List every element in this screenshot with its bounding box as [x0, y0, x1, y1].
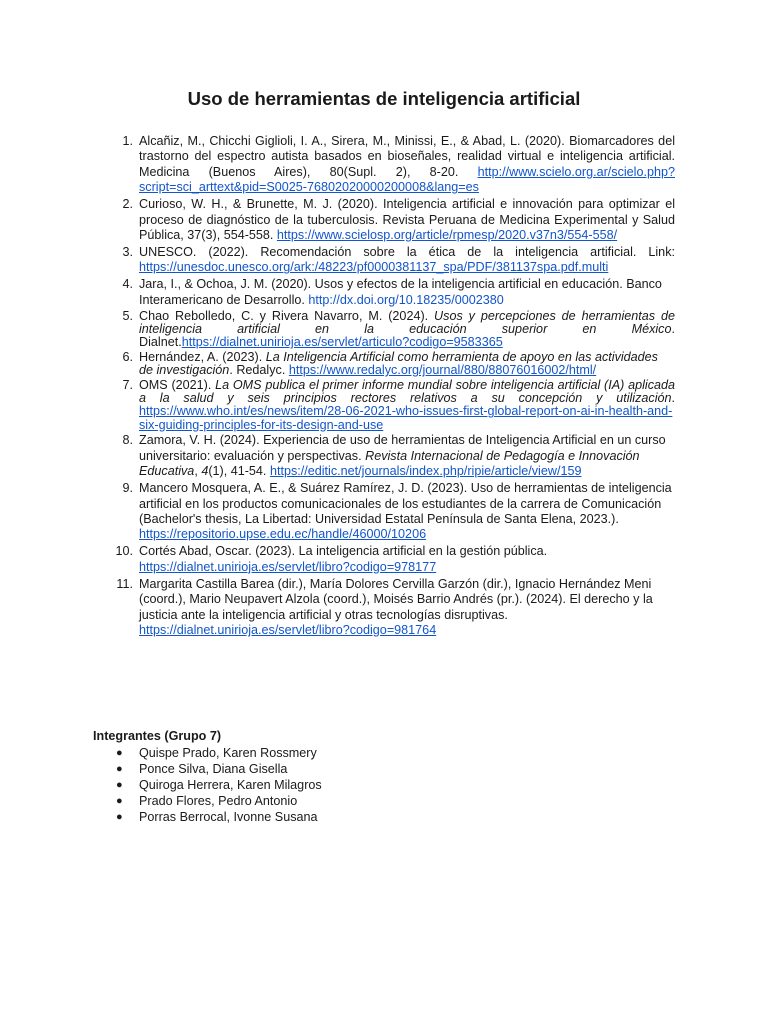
- reference-link[interactable]: http://dx.doi.org/10.18235/0002380: [308, 292, 504, 307]
- reference-text: UNESCO. (2022). Recomendación sobre la ética de la inteligencia artificial. Link:: [139, 245, 675, 260]
- reference-title: La OMS publica el primer informe mundial sobre inteligencia artificial (IA) aplicada a la salud y seis principios rectores relativos a su concepción y utilización: [139, 378, 676, 406]
- reference-text: Curioso, W. H., & Brunette, M. J. (2020). Inteligencia artificial e innovación para optimizar el proceso de diagnóstico de la tuberculosis. Revista Peruana de Medicina Experimental y Salud Pública, 37(3), 554-558.: [139, 197, 675, 243]
- reference-number: 11.: [116, 576, 133, 591]
- reference-text: Zamora, V. H. (2024). Experiencia de uso de herramientas de Inteligencia Artificial en un curso universitario: evaluación y perspectivas.: [139, 433, 666, 463]
- reference-item-7: [93, 379, 675, 432]
- member-name: Porras Berrocal, Ivonne Susana: [139, 810, 318, 824]
- member-item: [93, 761, 322, 777]
- reference-item-10: [93, 544, 675, 575]
- reference-item-9: [93, 481, 675, 543]
- reference-number: 10.: [115, 544, 133, 559]
- member-item: [93, 745, 322, 761]
- reference-text: , M. (2024).: [358, 308, 435, 323]
- reference-link[interactable]: https://unesdoc.unesco.org/ark:/48223/pf0000381137_spa/PDF/381137spa.pdf.multi: [139, 260, 609, 275]
- reference-title-rest: de herramientas de inteligencia artificial en la educación superior en México: [139, 308, 675, 337]
- bullet-icon: ●: [116, 795, 123, 807]
- reference-link[interactable]: https://dialnet.unirioja.es/servlet/libro?codigo=981764: [139, 623, 437, 638]
- reference-text: Alcañiz, M., Chicchi Giglioli, I. A., Sirera, M., Minissi, E., & Abad, L. (2020). Biomarcadores del trastorno del espectro autista basados en bioseñales, realidad virtual e inteligencia artificial. Medicina (Buenos Aires), 80(Supl. 2), 8-20.: [139, 134, 675, 179]
- reference-item-6: [93, 351, 675, 377]
- reference-item-8: [93, 433, 675, 479]
- bullet-icon: ●: [116, 811, 123, 823]
- reference-title: La Inteligencia Artificial como herramienta de apoyo en las actividades de investigación: [139, 350, 658, 378]
- reference-source: . Redalyc.: [229, 363, 289, 378]
- reference-link[interactable]: https://dialnet.unirioja.es/servlet/articulo?codigo=9583365: [181, 335, 503, 350]
- member-item: [93, 793, 322, 809]
- reference-text: , C. y: [231, 308, 272, 323]
- reference-item-1: [93, 134, 675, 196]
- reference-number: 8.: [122, 433, 133, 448]
- bullet-icon: ●: [116, 763, 123, 775]
- reference-number: 7.: [122, 378, 133, 393]
- reference-text: Margarita Castilla Barea (dir.), María Dolores Cervilla Garzón (dir.), Ignacio Hernández Meni (coord.), Mario Neupavert Alzola (coord.), Moisés Barrio Andrés (pr.). (2024). El derecho y la justicia ante la inteligencia artificial y otras tecnologías disruptivas.: [139, 576, 653, 622]
- reference-link[interactable]: https://www.redalyc.org/journal/880/88076016002/html/: [288, 363, 597, 378]
- reference-volume: 4: [201, 464, 209, 479]
- reference-number: 2.: [122, 197, 133, 212]
- page-title: Uso de herramientas de inteligencia artificial: [187, 88, 581, 109]
- reference-link[interactable]: https://www.scielosp.org/article/rpmesp/2020.v37n3/554-558/: [276, 228, 618, 243]
- member-item: [93, 777, 322, 793]
- members-heading: Integrantes (Grupo 7): [93, 729, 222, 743]
- reference-text: OMS (2021).: [139, 378, 216, 393]
- reference-link[interactable]: https://www.who.int/es/news/item/28-06-2021-who-issues-first-global-report-on-ai-in-health-and-six-guiding-principles-for-its-design-and-use: [139, 404, 673, 432]
- reference-item-5: [93, 310, 675, 350]
- reference-link[interactable]: https://dialnet.unirioja.es/servlet/libro?codigo=978177: [139, 559, 437, 574]
- reference-link[interactable]: http://www.scielo.org.ar/scielo.php?script=sci_arttext&pid=S0025-76802020000200008&lang=es: [139, 164, 675, 195]
- reference-title: Usos y percepciones: [434, 308, 556, 323]
- reference-item-2: [93, 197, 675, 243]
- reference-text: Jara, I., & Ochoa, J. M. (2020). Usos y efectos de la inteligencia artificial en educación. Banco Interamericano de Desarrollo.: [139, 277, 662, 307]
- member-name: Quispe Prado, Karen Rossmery: [139, 746, 317, 760]
- reference-text: Mancero Mosquera, A. E., & Suárez Ramírez, J. D. (2023). Uso de herramientas de inteligencia artificial en los productos comunicacionales de los estudiantes de la carrera de Comunicación (Bachelor's thesis, La Libertad: Universidad Estatal Península de Santa Elena, 2023.).: [139, 481, 672, 527]
- reference-item-4: [93, 277, 675, 308]
- member-name: Quiroga Herrera, Karen Milagros: [139, 778, 322, 792]
- author-link-chao[interactable]: Chao Rebolledo: [139, 308, 232, 323]
- reference-pages: (1), 41-54.: [208, 464, 270, 479]
- reference-journal: Revista Internacional de Pedagogía e Innovación Educativa: [139, 448, 640, 479]
- member-item: [93, 809, 322, 825]
- reference-link[interactable]: https://repositorio.upse.edu.ec/handle/46000/10206: [139, 527, 427, 542]
- reference-item-3: [93, 245, 675, 276]
- bullet-icon: ●: [116, 747, 123, 759]
- reference-number: 5.: [122, 308, 133, 323]
- reference-text: ,: [194, 464, 202, 479]
- reference-link[interactable]: https://editic.net/journals/index.php/ripie/article/view/159: [269, 464, 582, 479]
- reference-item-11: [93, 577, 675, 639]
- bullet-icon: ●: [116, 779, 123, 791]
- members-list: [93, 745, 322, 825]
- member-name: Prado Flores, Pedro Antonio: [139, 794, 298, 808]
- reference-text: Cortés Abad, Oscar. (2023). La inteligencia artificial en la gestión pública.: [139, 544, 548, 559]
- reference-list: [93, 134, 675, 640]
- reference-number: 4.: [122, 277, 133, 292]
- reference-number: 1.: [122, 134, 133, 148]
- reference-number: 9.: [122, 481, 133, 496]
- author-link-rivera[interactable]: Rivera Navarro: [271, 308, 359, 323]
- reference-text: Hernández, A. (2023).: [139, 350, 266, 365]
- member-name: Ponce Silva, Diana Gisella: [139, 762, 288, 776]
- reference-source: . Dialnet.: [139, 322, 675, 350]
- reference-number: 3.: [122, 245, 133, 260]
- reference-number: 6.: [122, 350, 133, 365]
- reference-source: .: [671, 391, 675, 406]
